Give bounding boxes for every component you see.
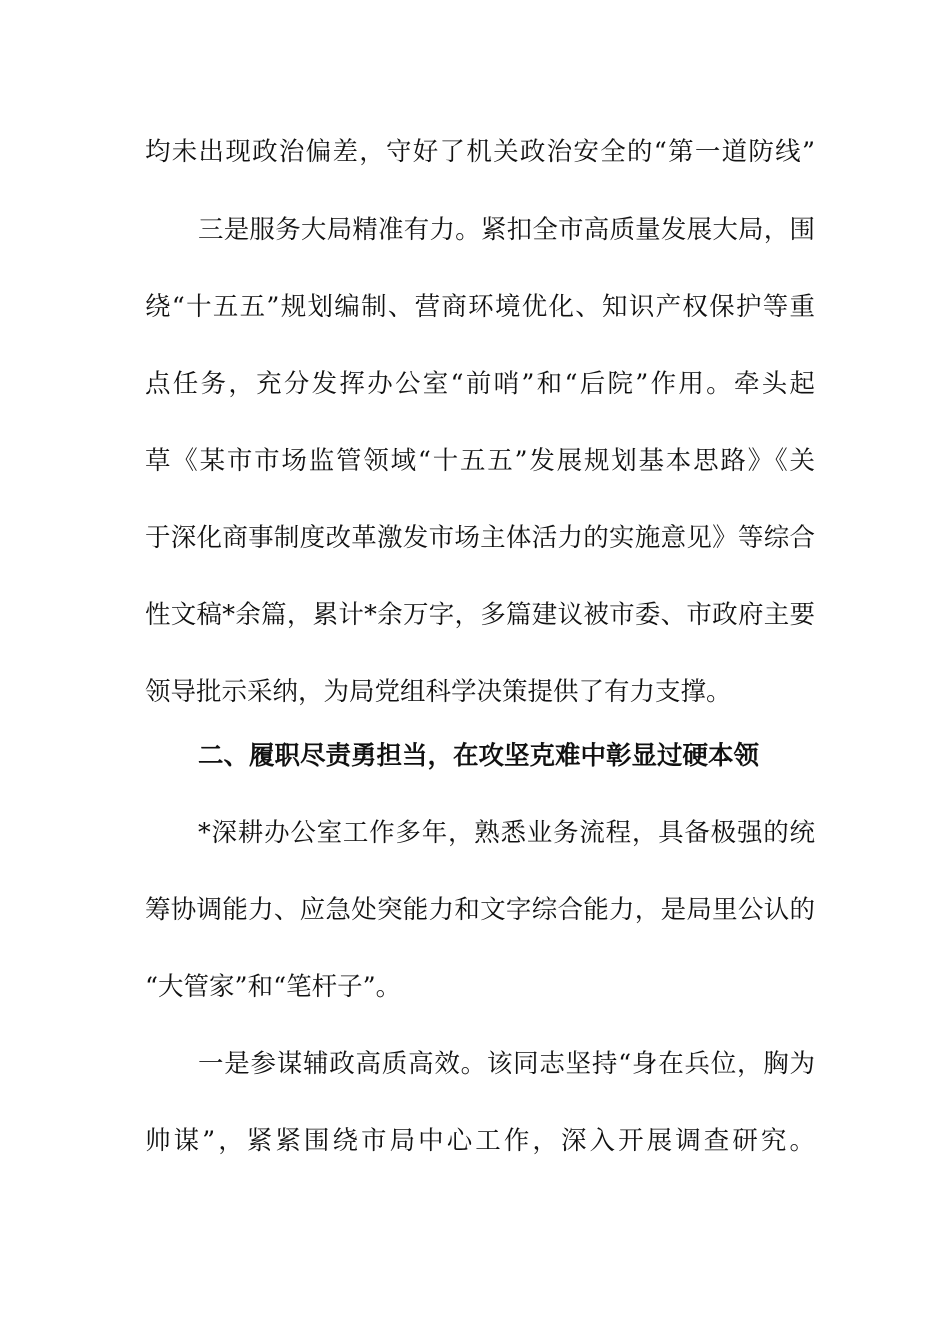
text-line: 性文稿*余篇，累计*余万字，多篇建议被市委、市政府主要: [145, 600, 815, 630]
paragraph-start-line: *深耕办公室工作多年，熟悉业务流程，具备极强的统: [198, 818, 815, 848]
text-line: 绕“十五五”规划编制、营商环境优化、知识产权保护等重: [145, 292, 815, 322]
text-line: “大管家”和“笔杆子”。: [145, 972, 402, 1002]
text-line: 点任务，充分发挥办公室“前哨”和“后院”作用。牵头起: [145, 369, 815, 399]
text-line: 均未出现政治偏差，守好了机关政治安全的“第一道防线”: [145, 137, 815, 167]
text-line: 于深化商事制度改革激发市场主体活力的实施意见》等综合: [145, 523, 815, 553]
text-line: 领导批示采纳，为局党组科学决策提供了有力支撑。: [145, 677, 732, 707]
section-heading: 二、履职尽责勇担当，在攻坚克难中彰显过硬本领: [198, 741, 760, 771]
paragraph-start-line: 一是参谋辅政高质高效。该同志坚持“身在兵位，胸为: [198, 1049, 815, 1079]
text-line: 筹协调能力、应急处突能力和文字综合能力，是局里公认的: [145, 895, 815, 925]
text-line: 帅谋”，紧紧围绕市局中心工作，深入开展调查研究。: [145, 1126, 815, 1156]
paragraph-start-line: 三是服务大局精准有力。紧扣全市高质量发展大局，围: [198, 215, 815, 245]
text-line: 草《某市市场监管领域“十五五”发展规划基本思路》《关: [145, 446, 815, 476]
